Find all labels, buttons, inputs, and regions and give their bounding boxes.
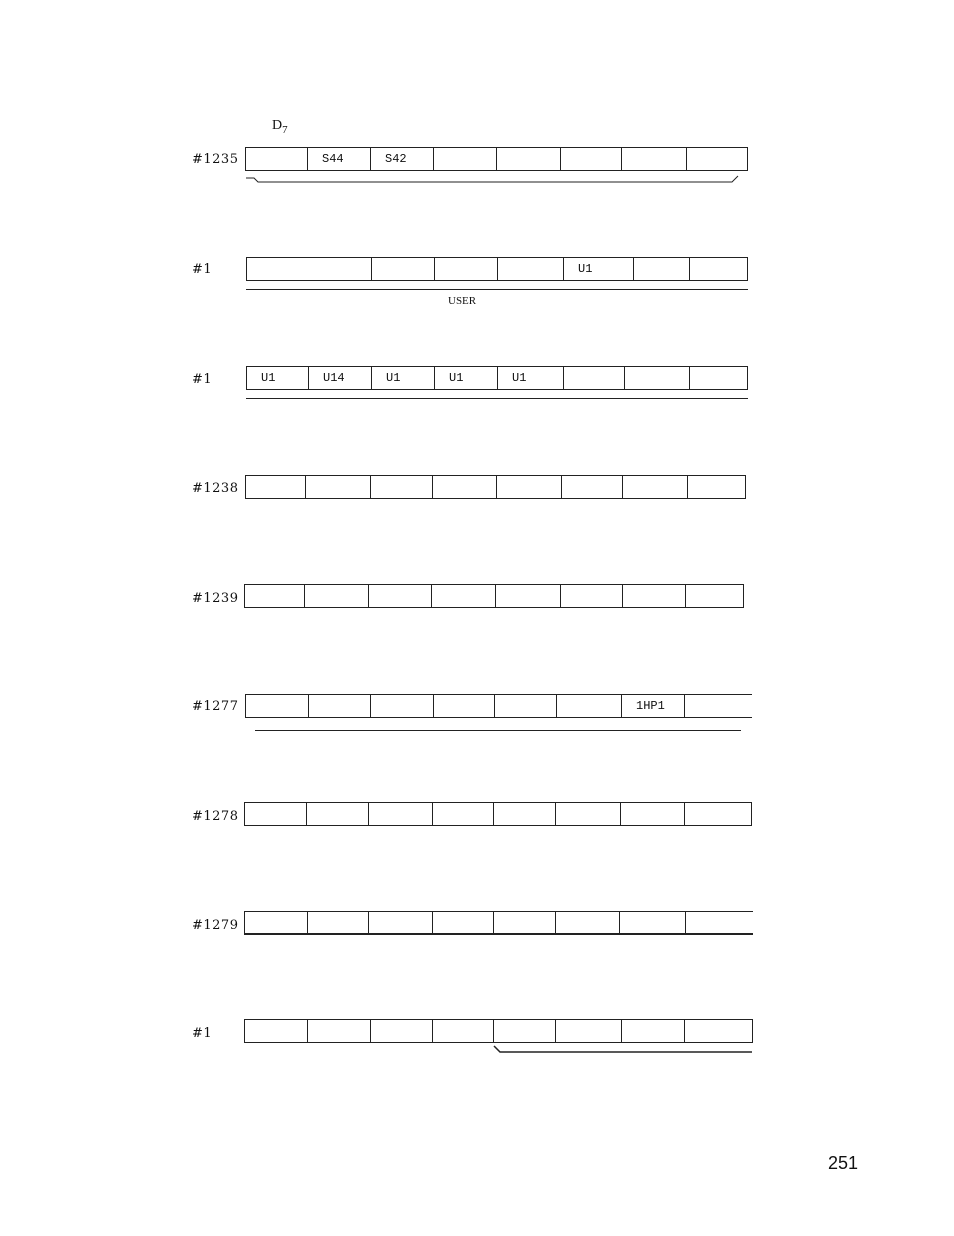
bit-cell	[686, 912, 753, 933]
bit-cell	[245, 1020, 308, 1042]
bit-cell	[371, 695, 434, 717]
bit-cell	[245, 585, 305, 607]
bit-cell	[556, 803, 621, 825]
bit-cell	[494, 803, 556, 825]
underline-rule	[246, 398, 748, 399]
bit-cell	[623, 476, 688, 498]
bit-cell	[496, 585, 561, 607]
bit-cell: U1	[564, 258, 634, 280]
user-label: USER	[448, 295, 477, 307]
bit-cell	[561, 148, 622, 170]
bit-cell	[690, 367, 747, 389]
bit-cell	[497, 476, 562, 498]
bit-cell	[564, 367, 625, 389]
bit-cell	[246, 695, 309, 717]
bit-row-1238	[245, 475, 746, 499]
bit-cell: S44	[308, 148, 371, 170]
bit-row	[244, 1019, 753, 1043]
bit-cell	[622, 148, 687, 170]
bit-cell: U1	[247, 367, 309, 389]
bit-cell	[306, 476, 371, 498]
bit-cell	[688, 476, 747, 498]
bit-cell	[433, 912, 494, 933]
bit-cell	[622, 1020, 685, 1042]
bit-cell	[247, 258, 372, 280]
bit-position-label: $D_7$	[272, 118, 288, 136]
parameter-number: #1	[192, 372, 213, 387]
bit-cell: U1	[498, 367, 564, 389]
bit-row-1278	[244, 802, 752, 826]
bit-cell	[432, 585, 496, 607]
page-number: 251	[828, 1153, 859, 1173]
parameter-number-1235: #1235	[192, 152, 239, 167]
bit-cell	[369, 912, 433, 933]
bit-cell	[562, 476, 623, 498]
bit-cell	[685, 803, 751, 825]
bit-cell	[246, 476, 306, 498]
bit-cell	[434, 695, 495, 717]
bit-cell: U1	[435, 367, 498, 389]
bit-cell	[433, 1020, 494, 1042]
underline-rule	[255, 730, 741, 731]
bit-cell	[495, 695, 557, 717]
parameter-number: #1	[192, 1026, 213, 1041]
parameter-number-1277: #1277	[192, 699, 239, 714]
bit-cell	[685, 695, 753, 717]
bit-cell	[433, 476, 497, 498]
bit-cell: S42	[371, 148, 434, 170]
bit-cell	[623, 585, 686, 607]
bit-cell	[369, 803, 433, 825]
bit-cell	[245, 912, 308, 933]
parameter-number-1279: #1279	[192, 918, 239, 933]
parameter-number-1239: #1239	[192, 591, 239, 606]
bit-cell	[687, 148, 747, 170]
bit-cell: U14	[309, 367, 372, 389]
bit-cell	[372, 258, 435, 280]
bit-cell	[245, 803, 307, 825]
bit-cell	[308, 1020, 371, 1042]
bit-cell	[246, 148, 308, 170]
bit-cell	[634, 258, 690, 280]
underline-rule	[246, 289, 748, 290]
bit-cell	[494, 1020, 556, 1042]
bit-cell	[371, 1020, 433, 1042]
bit-cell	[497, 148, 561, 170]
bit-cell	[494, 912, 556, 933]
bit-row-1277	[245, 694, 752, 718]
bit-cell	[557, 695, 622, 717]
bit-cell	[309, 695, 371, 717]
bit-cell	[371, 476, 433, 498]
bit-cell	[556, 1020, 622, 1042]
bit-cell	[690, 258, 747, 280]
bit-cell	[433, 803, 494, 825]
bit-cell: U1	[372, 367, 435, 389]
parameter-number-1278: #1278	[192, 809, 239, 824]
bit-row-1239	[244, 584, 744, 608]
bit-cell	[435, 258, 498, 280]
bit-cell	[556, 912, 620, 933]
bit-cell	[307, 803, 369, 825]
parameter-number-1238: #1238	[192, 481, 239, 496]
bit-cell	[305, 585, 369, 607]
bit-cell: 1HP1	[622, 695, 685, 717]
bit-cell	[369, 585, 432, 607]
bit-row	[246, 366, 748, 390]
bit-cell	[620, 912, 686, 933]
bit-row-1279	[244, 911, 753, 935]
bit-row-1235	[245, 147, 748, 171]
bracket-line	[244, 172, 744, 186]
bit-cell	[561, 585, 623, 607]
parameter-number: #1	[192, 262, 213, 277]
bit-row	[246, 257, 748, 281]
bit-cell	[308, 912, 369, 933]
bit-cell	[621, 803, 685, 825]
bit-cell	[498, 258, 564, 280]
bit-cell	[434, 148, 497, 170]
bit-cell	[686, 585, 745, 607]
bit-cell	[625, 367, 690, 389]
bit-cell	[685, 1020, 752, 1042]
bracket-line	[492, 1044, 754, 1056]
